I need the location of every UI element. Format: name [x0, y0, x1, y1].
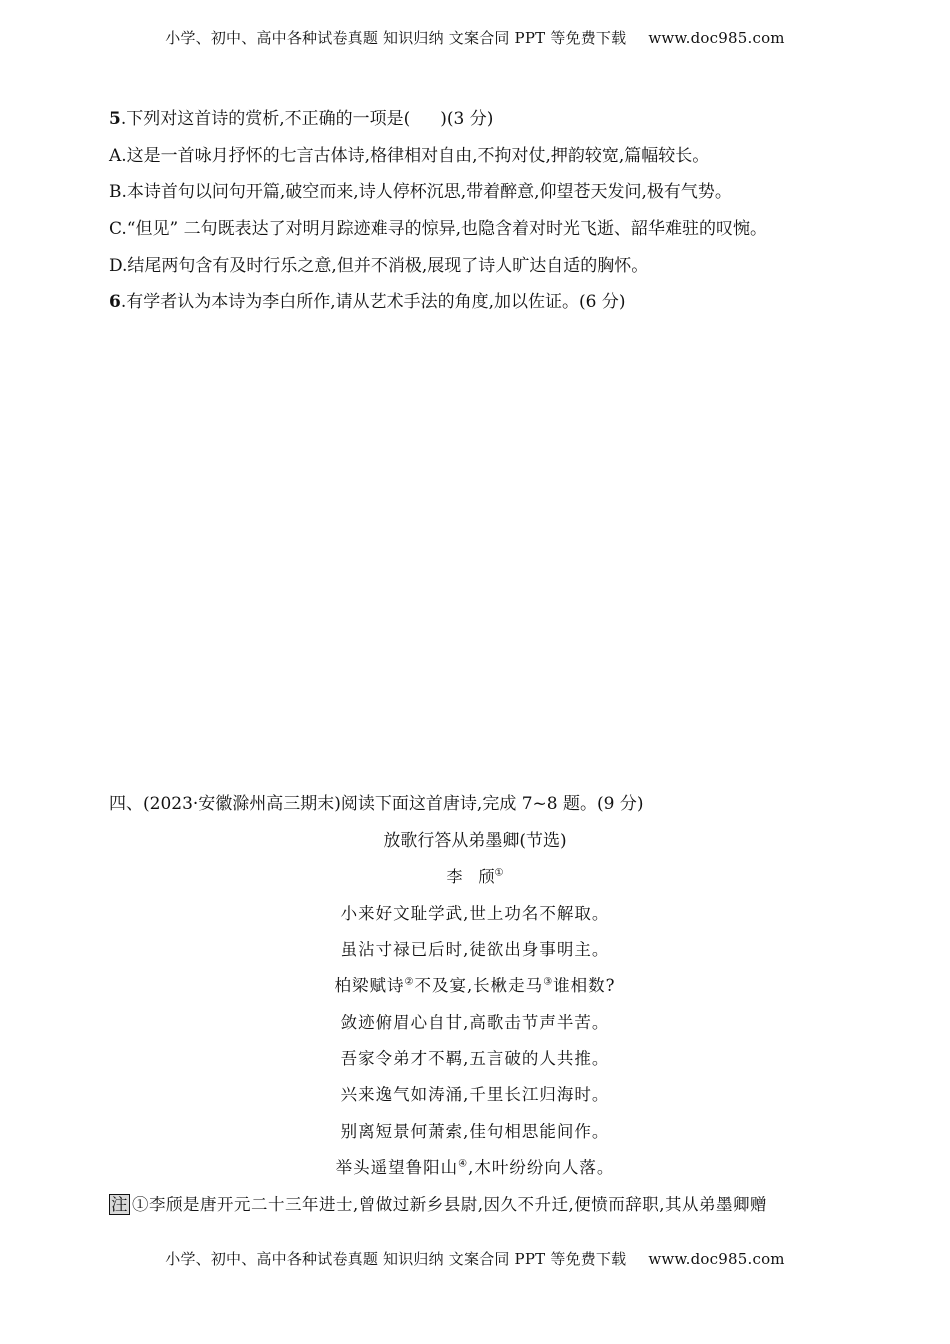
author-footnote-marker: ① — [494, 867, 504, 879]
footer-text: 小学、初中、高中各种试卷真题 知识归纳 文案合同 PPT 等免费下载 — [165, 1250, 627, 1268]
option-c: C.“但见” 二句既表达了对明月踪迹难寻的惊异,也隐含着对时光飞逝、韶华难驻的叹惋。 — [109, 219, 767, 239]
poem-line-4: 敛迹俯眉心自甘,高歌击节声半苦。 — [340, 1013, 610, 1032]
question-6-number: 6 — [109, 292, 121, 312]
poem-line-5: 吾家令弟才不羁,五言破的人共推。 — [340, 1049, 610, 1068]
header-text: 小学、初中、高中各种试卷真题 知识归纳 文案合同 PPT 等免费下载 — [165, 29, 627, 47]
footnote-marker-4: ④ — [458, 1158, 469, 1170]
question-6-stem: 6.有学者认为本诗为李白所作,请从艺术手法的角度,加以佐证。(6 分) — [109, 292, 626, 312]
poem-line-7: 别离短景何萧索,佳句相思能间作。 — [340, 1122, 610, 1141]
poem-author: 李 颀① — [446, 867, 504, 886]
option-a: A.这是一首咏月抒怀的七言古体诗,格律相对自由,不拘对仗,押韵较宽,篇幅较长。 — [109, 146, 710, 166]
footer-site-link[interactable]: www.doc985.com — [648, 1250, 785, 1268]
option-d: D.结尾两句含有及时行乐之意,但并不消极,展现了诗人旷达自适的胸怀。 — [109, 256, 649, 276]
footnote-marker-2: ② — [404, 976, 415, 988]
section-4-heading: 四、(2023·安徽滁州高三期末)阅读下面这首唐诗,完成 7~8 题。(9 分) — [109, 794, 644, 814]
question-5-number: 5 — [109, 109, 121, 129]
header-site-link[interactable]: www.doc985.com — [648, 29, 785, 47]
page-footer — [0, 1248, 950, 1269]
poem-line-1: 小来好文耻学武,世上功名不解取。 — [340, 904, 610, 923]
footnote — [109, 1191, 767, 1215]
option-b: B.本诗首句以问句开篇,破空而来,诗人停杯沉思,带着醉意,仰望苍天发问,极有气势。 — [109, 182, 732, 202]
page-header — [0, 27, 950, 48]
poem-line-2: 虽沾寸禄已后时,徒欲出身事明主。 — [340, 940, 610, 959]
poem-line-3: 柏梁赋诗②不及宴,长楸走马③谁相数? — [334, 976, 616, 995]
poem-line-6: 兴来逸气如涛涌,千里长江归海时。 — [340, 1085, 610, 1104]
footnote-marker-3: ③ — [543, 976, 554, 988]
question-5-stem: 5.下列对这首诗的赏析,不正确的一项是( )(3 分) — [109, 109, 494, 129]
note-label: 注 — [111, 1195, 128, 1214]
poem-line-8: 举头遥望鲁阳山④,木叶纷纷向人落。 — [335, 1158, 615, 1177]
note-text: ①李颀是唐开元二十三年进士,曾做过新乡县尉,因久不升迁,便愤而辞职,其从弟墨卿赠 — [132, 1195, 767, 1214]
poem-title: 放歌行答从弟墨卿(节选) — [383, 831, 567, 851]
